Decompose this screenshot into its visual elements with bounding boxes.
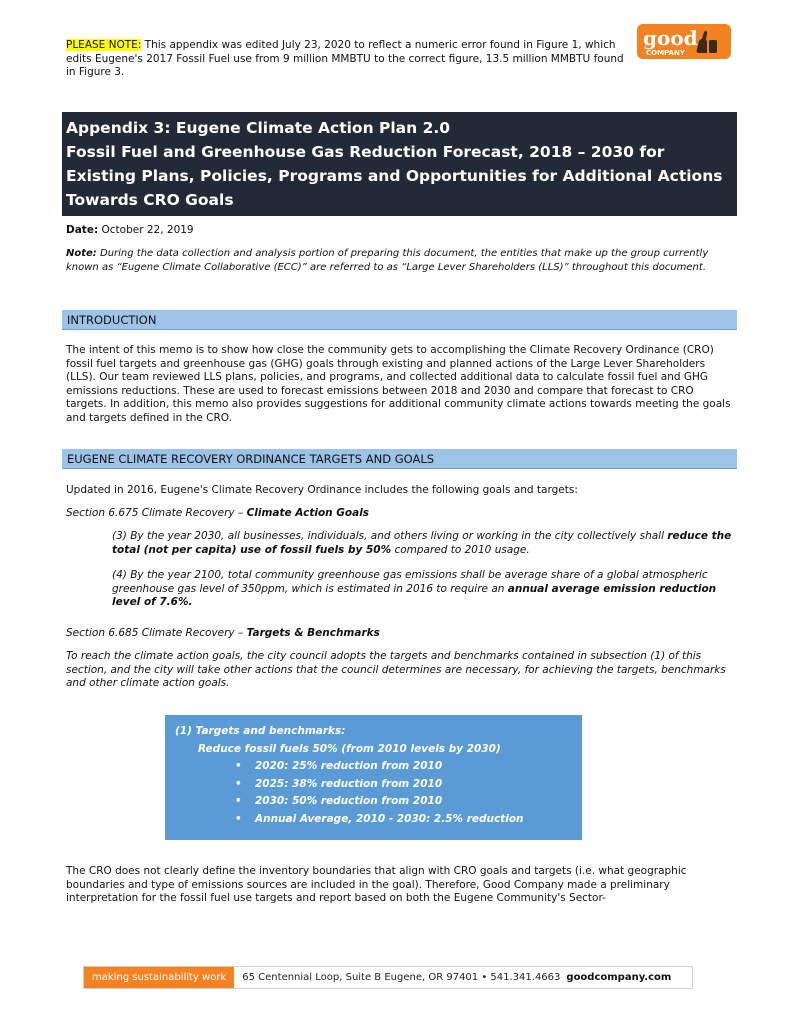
section-6675-heading (66, 507, 736, 521)
appendix-subtitle: Fossil Fuel and Greenhouse Gas Reduction Forecast, 2018 – 2030 for Existing Plans, Policies, Programs and Opportunities for Additional Actions Towards CRO Goals (66, 143, 723, 209)
entity-note-text: During the data collection and analysis portion of preparing this document, the entities that make up the group currently known as “Eugene Climate Collaborative (ECC)” are referred to as “Large Lever Shareholders (LLS)” throughout this document. (66, 248, 709, 273)
section-6685-prefix: Section 6.685 Climate Recovery – (66, 627, 247, 639)
footer-address: 65 Centennial Loop, Suite B Eugene, OR 97401 • 541.341.4663 (242, 972, 561, 983)
edit-notice-text: This appendix was edited July 23, 2020 to reflect a numeric error found in Figure 1, which edits Eugene's 2017 Fossil Fuel use from 9 million MMBTU to the correct figure, 13.5 million MMBTU found in Figure 3. (66, 39, 624, 78)
targets-heading: (1) Targets and benchmarks: (175, 725, 346, 737)
bullet-icon: • (235, 777, 242, 790)
target-item: • 2030: 50% reduction from 2010 (235, 793, 582, 811)
good-company-logo (637, 24, 731, 59)
section-6675-prefix: Section 6.675 Climate Recovery – (66, 507, 247, 519)
appendix-title: Appendix 3: Eugene Climate Action Plan 2.0 (66, 119, 451, 137)
goal-item-3-end: compared to 2010 usage. (391, 543, 530, 556)
introduction-paragraph: The intent of this memo is to show how close the community gets to accomplishing the Climate Recovery Ordinance (CRO) fossil fuel targets and greenhouse gas (GHG) goals through existing and planned actions of the Large Lever Shareholders (LLS). Our team reviewed LLS plans, policies, and programs, and collected additional data to calculate fossil fuel and GHG emissions reductions. These are used to forecast emissions between 2018 and 2030 and compare that forecast to CRO targets. In addition, this memo also provides suggestions for additional community climate actions towards meeting the goals and targets defined in the CRO. (66, 344, 731, 424)
entity-note-label: Note: (66, 248, 97, 259)
goal-item-4-emphasis: annual average emission reduction level of 7.6%. (112, 582, 717, 608)
targets-list (175, 758, 582, 828)
section-6685-paragraph: To reach the climate action goals, the city council adopts the targets and benchmarks contained in subsection (1) of this section, and the city will take other actions that the council determines are necessary, for achieving the targets, benchmarks and other climate action goals. (66, 650, 726, 689)
footer-tagline: making sustainability work (84, 967, 234, 988)
goal-item-3 (112, 530, 737, 557)
footer-website: goodcompany.com (566, 972, 672, 983)
date-label: Date: (66, 224, 99, 236)
entity-naming-note (66, 247, 726, 274)
target-item: • 2020: 25% reduction from 2010 (235, 758, 582, 776)
edit-notice-label: PLEASE NOTE: (66, 39, 142, 51)
document-date (66, 224, 194, 236)
targets-subheading: Reduce fossil fuels 50% (from 2010 levels by 2030) (198, 742, 501, 755)
section-6675-title: Climate Action Goals (246, 507, 370, 519)
bullet-icon: • (235, 795, 242, 807)
goal-item-3-text: (3) By the year 2030, all businesses, individuals, and others living or working in the city collectively shall (112, 530, 668, 542)
goal-item-3-emphasis: reduce the total (not per capita) use of fossil fuels by 50% (112, 530, 732, 556)
section-6685-title: Targets & Benchmarks (246, 627, 380, 639)
date-value: October 22, 2019 (98, 224, 194, 236)
introduction-heading: INTRODUCTION (62, 310, 737, 330)
logo-wordmark: good (643, 26, 698, 50)
bullet-icon: • (235, 812, 242, 825)
section-6685-heading (66, 627, 736, 641)
targets-benchmarks-box (165, 715, 582, 840)
closing-paragraph: The CRO does not clearly define the inventory boundaries that align with CRO goals and targets (i.e. what geographic boundaries and type of emissions sources are included in the goal). Therefore, Good Company made a preliminary interpretation for the fossil fuel use targets and report based on both the Eugene Community's Sector- (66, 865, 687, 904)
bullet-icon: • (235, 760, 242, 772)
page-footer (83, 966, 693, 989)
edit-notice (66, 39, 626, 80)
goal-item-4 (112, 569, 737, 610)
cro-intro-paragraph: Updated in 2016, Eugene's Climate Recovery Ordinance includes the following goals and targets: (66, 484, 578, 496)
cro-targets-heading: EUGENE CLIMATE RECOVERY ORDINANCE TARGETS AND GOALS (62, 449, 737, 469)
appendix-title-block (62, 112, 737, 216)
logo-graphic (637, 24, 731, 59)
goal-item-4-text: (4) By the year 2100, total community greenhouse gas emissions shall be average share of a global atmospheric greenhouse gas level of 350ppm, which is estimated in 2016 to require an (112, 569, 708, 595)
logo-subtext: COMPANY (646, 49, 685, 57)
target-item: • 2025: 38% reduction from 2010 (235, 776, 582, 794)
target-item: • Annual Average, 2010 - 2030: 2.5% reduction (235, 811, 582, 829)
